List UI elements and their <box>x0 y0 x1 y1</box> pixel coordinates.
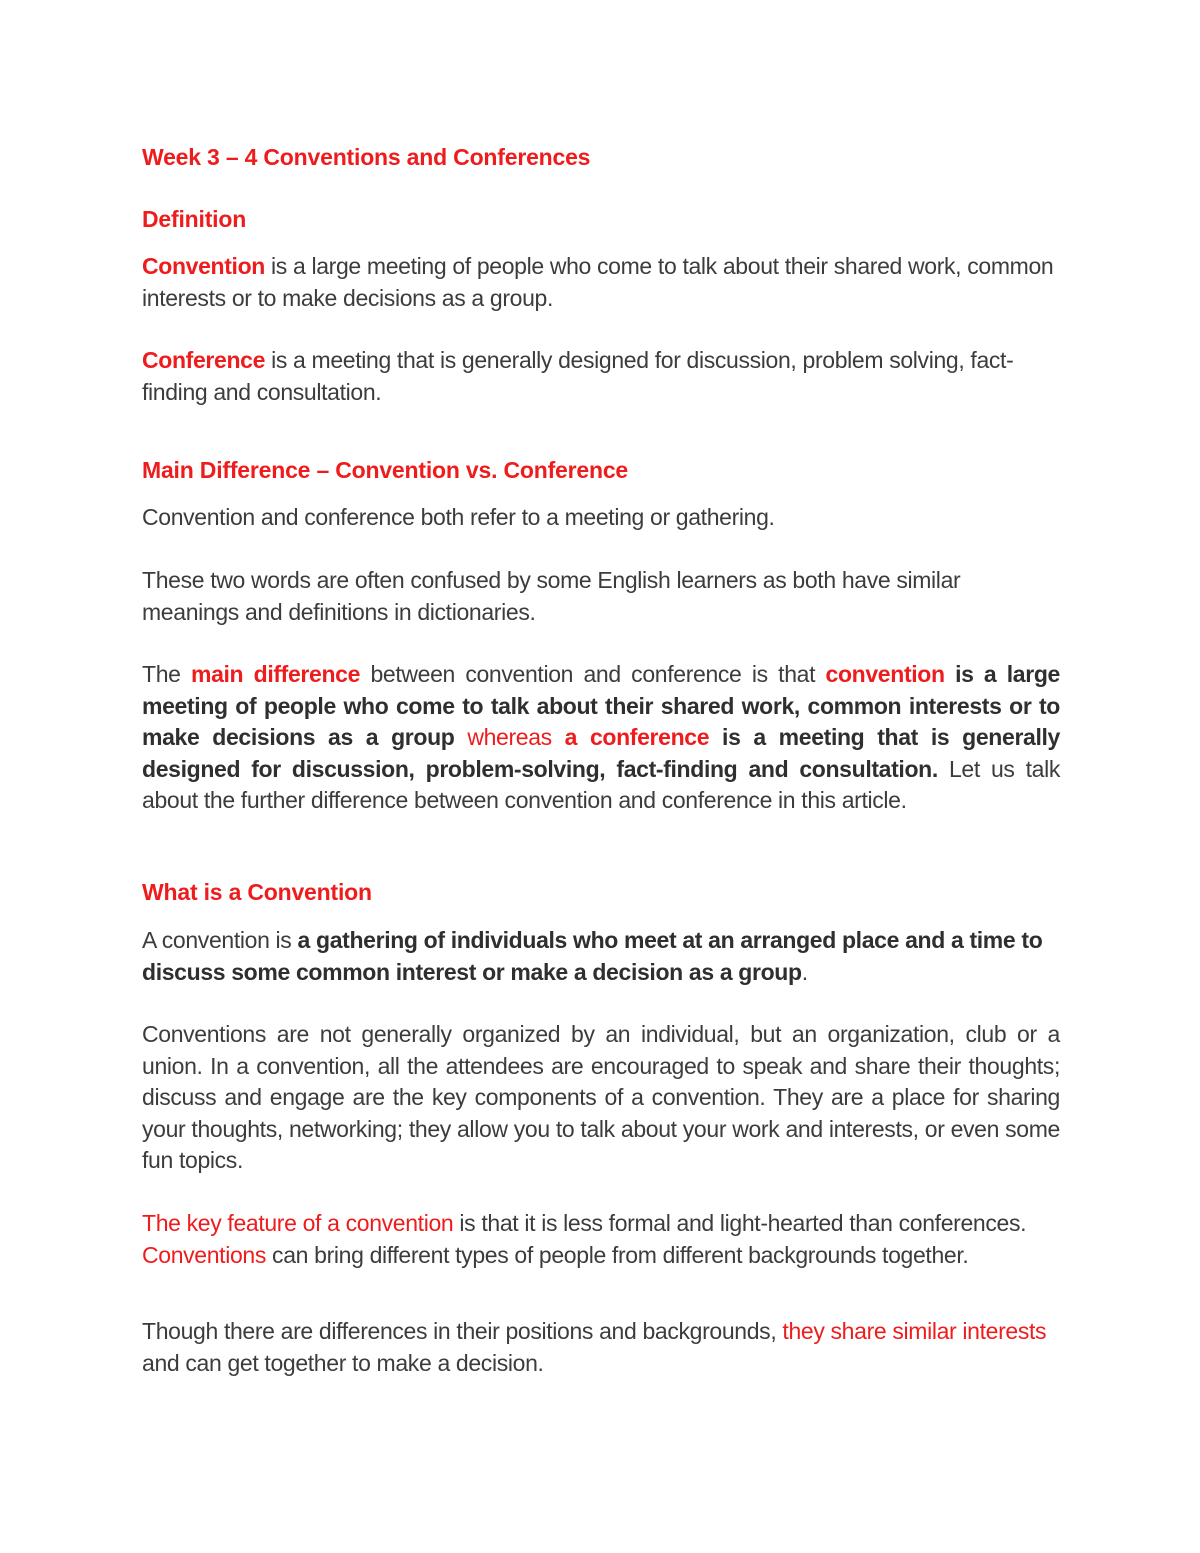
p3-tail: Let us talk about the further difference between convention and conference in this article. <box>142 755 1060 813</box>
whereas-word: whereas <box>454 724 565 750</box>
document-page <box>142 0 1060 1553</box>
conference-definition <box>142 345 1060 408</box>
what-is-convention-paragraph-2: Conventions are not generally organized by an individual, but an organization, club or a union. In a convention, all the attendees are encouraged to speak and share their thoughts; discuss and engage are the key components of a convention. They are a place for sharing your thoughts, networking; they allow you to talk about your work and interests, or even some fun topics. <box>142 1021 1060 1173</box>
main-difference-paragraph-1: Convention and conference both refer to a meeting or gathering. <box>142 504 775 530</box>
main-difference-term: main difference <box>190 661 361 687</box>
convention-definition <box>142 251 1060 314</box>
definition-heading: Definition <box>142 206 247 232</box>
main-difference-heading: Main Difference – Convention vs. Conference <box>142 457 629 483</box>
key-feature-phrase: The key feature of a convention <box>142 1210 454 1236</box>
conference-bold-definition: is a meeting that is generally designed for discussion, problem-solving, fact-finding and consultation. <box>142 724 1061 782</box>
convention-bold-definition: is a large meeting of people who come to talk about their shared work, common interests or to make decisions as a group <box>142 661 1060 750</box>
main-difference-paragraph-3 <box>142 659 1060 817</box>
convention-term: Convention <box>142 253 265 279</box>
what-is-convention-paragraph-3 <box>142 1208 1060 1271</box>
p4-end: and can get together to make a decision. <box>142 1349 544 1376</box>
share-similar-interests-phrase: they share similar interests <box>782 1318 1047 1344</box>
convention-keyword: convention <box>825 661 945 687</box>
p1-pre: A convention is <box>142 927 298 953</box>
what-is-convention-heading: What is a Convention <box>142 879 372 905</box>
p4-pre: Though there are differences in their positions and backgrounds, <box>142 1318 783 1344</box>
what-is-convention-paragraph-1 <box>142 925 1060 988</box>
p1-end: . <box>801 958 808 985</box>
what-is-convention-paragraph-4 <box>142 1316 1060 1379</box>
conventions-rest: can bring different types of people from different backgrounds together. <box>266 1241 969 1268</box>
convention-definition-text: is a large meeting of people who come to talk about their shared work, common interests or to make decisions as a group. <box>142 253 1054 311</box>
main-difference-paragraph-2: These two words are often confused by some English learners as both have similar meanings and definitions in dictionaries. <box>142 567 961 625</box>
p3-the: The <box>142 661 191 687</box>
page-title: Week 3 – 4 Conventions and Conferences <box>142 144 591 170</box>
conference-term: Conference <box>142 347 266 373</box>
a-conference-keyword: a conference <box>564 724 710 750</box>
conference-definition-text: is a meeting that is generally designed for discussion, problem solving, fact-finding and consultation. <box>142 347 1014 405</box>
p3-between: between convention and conference is that <box>360 661 826 687</box>
conventions-word: Conventions <box>142 1241 267 1268</box>
key-feature-rest: is that it is less formal and light-hearted than conferences. <box>453 1210 1027 1236</box>
convention-gathering-definition: a gathering of individuals who meet at an arranged place and a time to discuss some common interest or make a decision as a group <box>142 927 1043 985</box>
